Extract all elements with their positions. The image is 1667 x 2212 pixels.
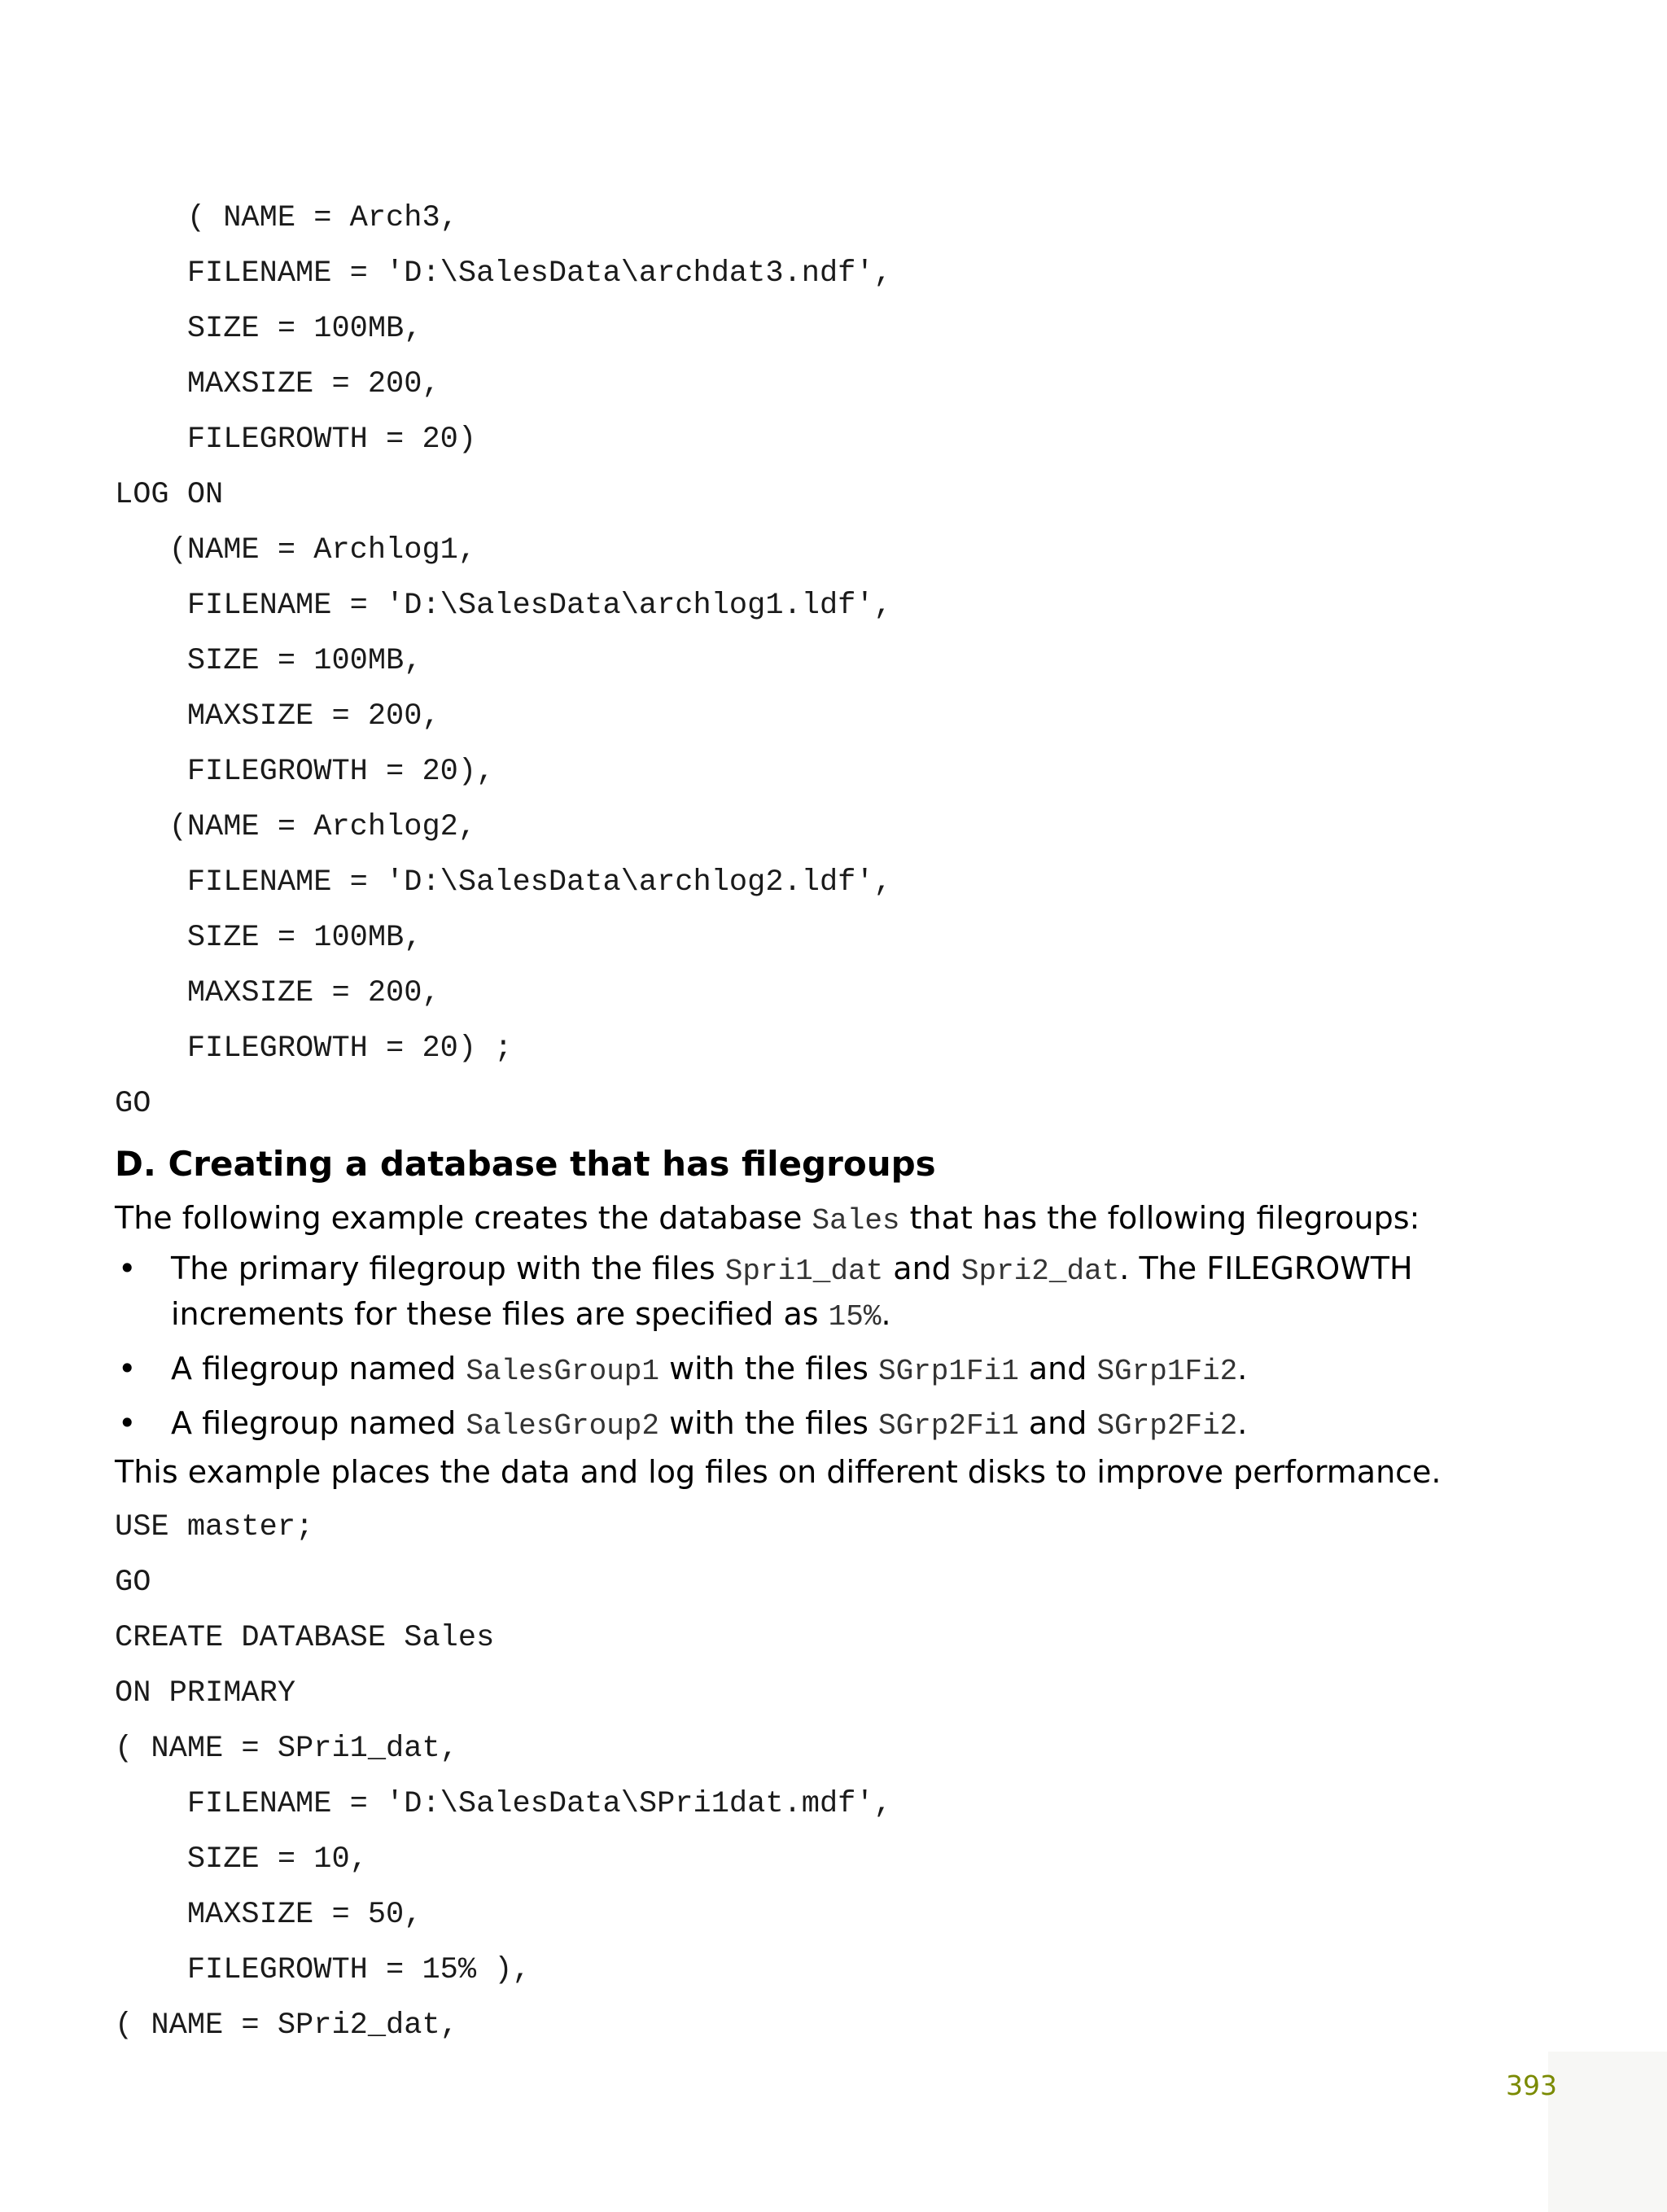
code-line: GO xyxy=(115,1087,151,1121)
code-line: FILENAME = 'D:\SalesData\SPri1dat.mdf', xyxy=(115,1787,892,1821)
code-line: FILEGROWTH = 20) xyxy=(115,423,477,457)
bullet-text: The primary filegroup with the files xyxy=(171,1251,725,1286)
list-item xyxy=(115,1247,1580,1338)
inline-code: Spri1_dat xyxy=(724,1255,884,1288)
code-line: MAXSIZE = 200, xyxy=(115,699,440,734)
bullet-text: . xyxy=(1237,1351,1248,1386)
code-line: USE master; xyxy=(115,1510,314,1544)
code-line: FILEGROWTH = 20) ; xyxy=(115,1032,513,1066)
inline-code: SalesGroup2 xyxy=(466,1409,659,1443)
code-line: SIZE = 100MB, xyxy=(115,921,422,955)
code-line: MAXSIZE = 50, xyxy=(115,1898,422,1932)
code-line: CREATE DATABASE Sales xyxy=(115,1621,495,1655)
inline-code-sales: Sales xyxy=(812,1204,900,1237)
inline-code: Spri2_dat xyxy=(960,1255,1120,1288)
bullet-icon: • xyxy=(118,1251,137,1286)
code-line: FILENAME = 'D:\SalesData\archlog1.ldf', xyxy=(115,589,892,623)
closing-paragraph: This example places the data and log files on different disks to improve performance. xyxy=(115,1454,1442,1490)
code-line: ( NAME = SPri2_dat, xyxy=(115,2008,458,2043)
bullet-text: with the files xyxy=(659,1405,878,1441)
list-item xyxy=(115,1347,1580,1393)
code-block-create-sales xyxy=(115,1500,892,2053)
code-line: FILENAME = 'D:\SalesData\archlog2.ldf', xyxy=(115,865,892,900)
page-number: 393 xyxy=(1506,2070,1557,2101)
code-line: (NAME = Archlog1, xyxy=(115,533,477,567)
bullet-text: A filegroup named xyxy=(171,1405,466,1441)
code-line: SIZE = 100MB, xyxy=(115,644,422,678)
code-line: SIZE = 100MB, xyxy=(115,312,422,346)
code-line: (NAME = Archlog2, xyxy=(115,810,477,844)
inline-code: 15% xyxy=(828,1300,882,1334)
section-heading: D. Creating a database that has filegroups xyxy=(115,1144,936,1184)
code-line: FILENAME = 'D:\SalesData\archdat3.ndf', xyxy=(115,256,892,291)
bullet-text: with the files xyxy=(659,1351,878,1386)
code-line: GO xyxy=(115,1566,151,1600)
inline-code: SGrp2Fi1 xyxy=(877,1409,1019,1443)
intro-text-prefix: The following example creates the database xyxy=(115,1200,812,1236)
intro-paragraph xyxy=(115,1195,1420,1244)
intro-text-suffix: that has the following filegroups: xyxy=(899,1200,1420,1236)
code-line: SIZE = 10, xyxy=(115,1842,368,1877)
inline-code: SalesGroup1 xyxy=(466,1355,659,1388)
code-line: FILEGROWTH = 20), xyxy=(115,755,495,789)
bullet-text: and xyxy=(1018,1405,1097,1441)
inline-code: SGrp1Fi2 xyxy=(1096,1355,1238,1388)
bullet-icon: • xyxy=(118,1405,137,1441)
code-line: MAXSIZE = 200, xyxy=(115,976,440,1010)
bullet-text: . xyxy=(1237,1405,1248,1441)
bullet-text: . xyxy=(881,1296,891,1332)
code-line: ON PRIMARY xyxy=(115,1676,296,1710)
code-line: LOG ON xyxy=(115,478,224,512)
code-line: FILEGROWTH = 15% ), xyxy=(115,1953,531,1987)
code-line: MAXSIZE = 200, xyxy=(115,367,440,401)
page-corner-shade xyxy=(1548,2052,1667,2212)
inline-code: SGrp2Fi2 xyxy=(1096,1409,1238,1443)
bullet-text: and xyxy=(1018,1351,1097,1386)
code-line: ( NAME = SPri1_dat, xyxy=(115,1732,458,1766)
filegroup-bullet-list xyxy=(115,1247,1580,1456)
list-item xyxy=(115,1402,1580,1448)
bullet-text: and xyxy=(883,1251,961,1286)
inline-code: SGrp1Fi1 xyxy=(877,1355,1019,1388)
code-block-arch-log xyxy=(115,191,892,1132)
code-line: ( NAME = Arch3, xyxy=(115,201,458,235)
bullet-text: A filegroup named xyxy=(171,1351,466,1386)
bullet-text: . The FILEGROWTH increments for these files are specified as xyxy=(171,1251,1413,1332)
bullet-icon: • xyxy=(118,1351,137,1386)
